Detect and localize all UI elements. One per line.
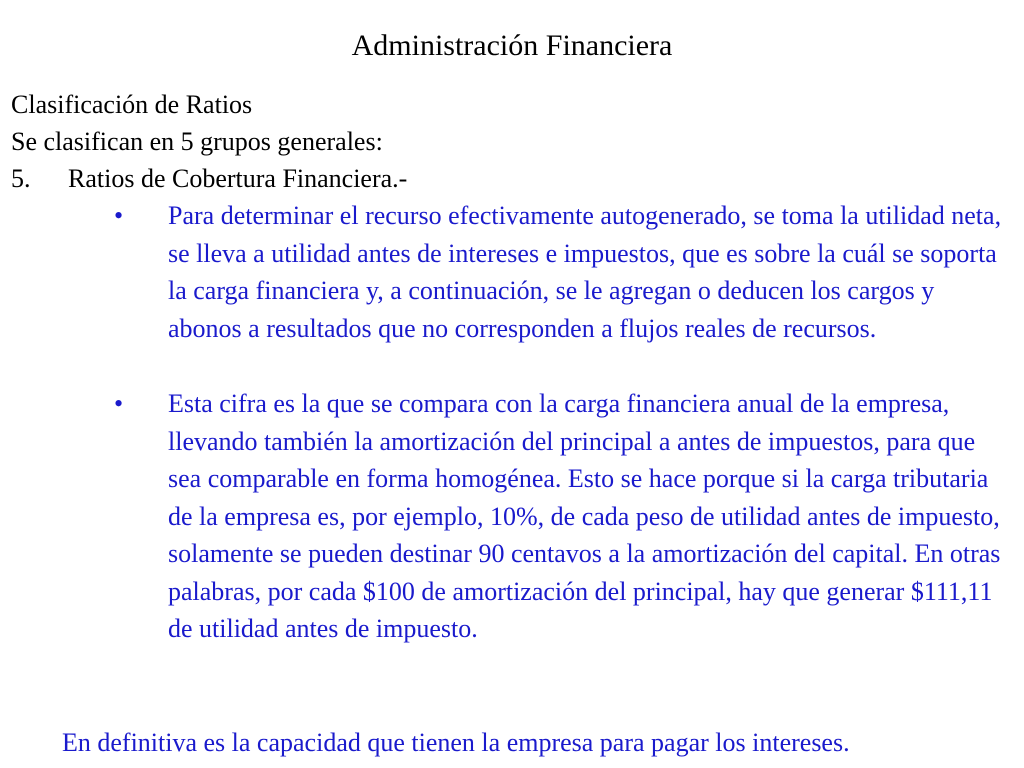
bullet-item	[114, 197, 1014, 347]
item-label: Ratios de Cobertura Financiera.-	[68, 164, 408, 193]
numbered-item	[11, 160, 407, 197]
section-heading: Clasificación de Ratios	[11, 90, 253, 119]
bullet-marker: •	[114, 201, 124, 230]
slide-title: Administración Financiera	[351, 29, 673, 62]
item-number: 5.	[11, 164, 31, 193]
intro-text: Se clasifican en 5 grupos generales:	[11, 127, 383, 156]
bullet-text: Esta cifra es la que se compara con la carga financiera anual de la empresa, llevando también la amortización del principal a antes de impuestos, para que sea comparable en forma homogénea. Esto se hace porque si la carga tributaria de la empresa es, por ejemplo, 10%, de cada peso de utilidad antes de impuesto, solamente se pueden destinar 90 centavos a la amortización del capital. En otras palabras, por cada $100 de amortización del principal, hay que generar $111,11 de utilidad antes de impuesto.	[168, 389, 1001, 643]
bullet-item	[114, 385, 1014, 648]
bullet-text: Para determinar el recurso efectivamente autogenerado, se toma la utilidad neta, se lleva a utilidad antes de intereses e impuestos, que es sobre la cuál se soporta la carga financiera y, a continuación, se le agregan o deducen los cargos y abonos a resultados que no corresponden a flujos reales de recursos.	[168, 201, 1002, 343]
bullet-marker: •	[114, 389, 124, 418]
closing-statement: En definitiva es la capacidad que tienen la empresa para pagar los intereses.	[62, 728, 850, 757]
